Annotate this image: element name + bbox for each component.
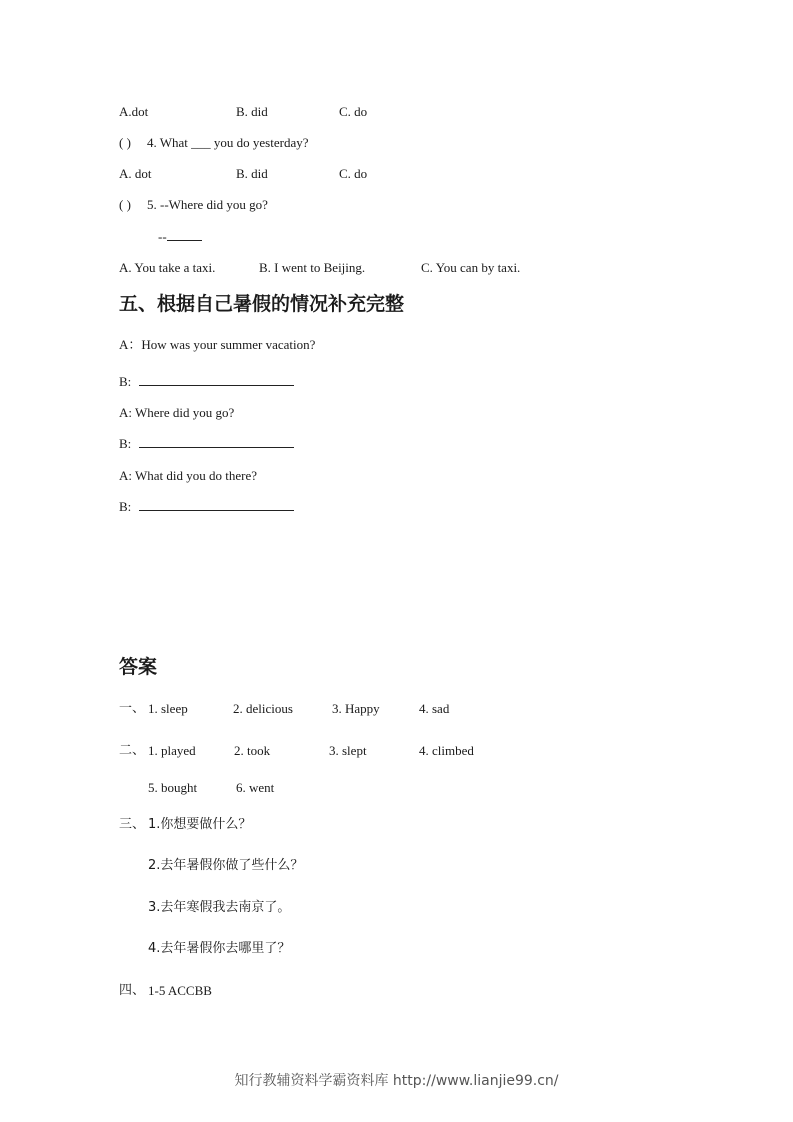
answers-s2-item: 2. took	[234, 743, 271, 758]
q5-answer-blank	[167, 229, 202, 241]
page-footer: 知行教辅资料学霸资料库 http://www.lianjie99.cn/	[234, 1073, 559, 1089]
answers-s2-label: 二、	[119, 743, 146, 758]
answers-s2-item: 1. played	[148, 743, 196, 758]
q5-option-c: C. You can by taxi.	[421, 260, 521, 275]
answers-s3-item: 2.去年暑假你做了些什么？	[148, 858, 304, 873]
answer-blank-2	[139, 436, 294, 448]
answers-s2-item: 3. slept	[329, 743, 367, 758]
q5-answer-dash: --	[158, 229, 167, 244]
answers-s4-label: 四、	[119, 983, 146, 998]
q3-option-b: B. did	[236, 104, 268, 119]
answers-s3-item: 4.去年暑假你去哪里了？	[148, 941, 291, 956]
q4-option-c: C. do	[339, 166, 368, 181]
dialog-line-b1	[119, 374, 294, 390]
q3-option-a: A.dot	[119, 104, 149, 119]
answers-s2-item: 4. climbed	[419, 743, 474, 758]
answers-s3-label: 三、	[119, 817, 146, 832]
q4-option-a: A. dot	[119, 166, 152, 181]
answers-title: 答案	[119, 656, 158, 678]
q5-question: 5. --Where did you go?	[147, 197, 268, 212]
answer-blank-1	[139, 374, 294, 386]
dialog-line-a1: A：How was your summer vacation?	[119, 337, 316, 352]
dialog-speaker-b: B:	[119, 436, 132, 451]
answers-s1-item: 1. sleep	[148, 701, 188, 716]
answers-s1-item: 2. delicious	[233, 701, 293, 716]
answers-s3-item: 1.你想要做什么？	[148, 817, 252, 832]
answers-s1-label: 一、	[119, 701, 146, 716]
q4-option-b: B. did	[236, 166, 268, 181]
answers-s2-item: 6. went	[236, 780, 275, 795]
q5-option-b: B. I went to Beijing.	[259, 260, 366, 275]
dialog-speaker-b: B:	[119, 499, 132, 514]
answers-s4-text: 1-5 ACCBB	[148, 983, 212, 998]
answers-s1-item: 3. Happy	[332, 701, 380, 716]
dialog-line-b3	[119, 499, 294, 515]
section5-title: 五、根据自己暑假的情况补充完整	[119, 293, 405, 315]
dialog-line-a2: A: Where did you go?	[119, 405, 235, 420]
q5-answer-line	[158, 229, 202, 245]
q5-answer-paren: ( )	[119, 197, 131, 212]
dialog-line-b2	[119, 436, 294, 452]
q4-question: 4. What ___ you do yesterday?	[147, 135, 309, 150]
dialog-speaker-b: B:	[119, 374, 132, 389]
dialog-line-a3: A: What did you do there?	[119, 468, 258, 483]
q3-option-c: C. do	[339, 104, 368, 119]
answers-s3-item: 3.去年寒假我去南京了。	[148, 900, 291, 915]
answer-blank-3	[139, 499, 294, 511]
q5-option-a: A. You take a taxi.	[119, 260, 216, 275]
answers-s1-item: 4. sad	[419, 701, 450, 716]
q4-answer-paren: ( )	[119, 135, 131, 150]
answers-s2-item: 5. bought	[148, 780, 198, 795]
